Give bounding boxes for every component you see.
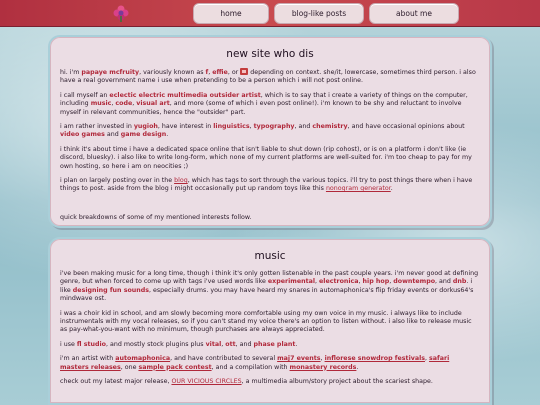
nav-blog-button[interactable]: blog-like posts [274,3,364,24]
intro-panel [48,35,492,228]
link-blog[interactable]: blog [174,177,188,185]
link-inflorese[interactable]: inflorese snowdrop festivals [324,355,425,363]
music-paragraph-5 [60,378,480,386]
text: , [320,355,325,363]
text: , [208,69,213,76]
text: , and [294,123,313,131]
tag-icon[interactable] [240,68,248,75]
link-ott[interactable]: ott [225,340,236,348]
text: hi. i'm [60,69,82,76]
link-phase-plant[interactable]: phase plant [253,340,296,348]
intro-paragraph-6: quick breakdowns of some of my mentioned interests follow. [60,213,252,221]
main-nav [193,3,459,24]
text: , and a compilation with [211,363,290,371]
link-safari-masters[interactable]: safari masters releases [60,355,450,371]
link-sample-pack[interactable]: sample pack contest [138,363,212,371]
link-video-games[interactable]: video games [60,131,105,139]
link-typography[interactable]: typography [253,123,295,131]
text: i plan on largely posting over in the [60,177,175,185]
music-title: music [254,250,286,262]
text: , which is to say that i create a variety of things on the computer, including [60,91,468,108]
link-monastery[interactable]: monastery records [289,363,357,371]
spacer [60,200,480,214]
text: . [356,363,359,371]
nav-about-button[interactable]: about me [369,3,459,24]
music-paragraph-4 [60,355,480,372]
intro-paragraph-1 [60,68,480,86]
intro-paragraph-4: i think it's about time i have a dedicated space online that isn't liable to shut down (rip cohost), or is on a platform i don't like (ie discord, bluesky). i also like to write long-form, which none of my current platforms are well-suited for. i'm too cheap to pay for my own hosting, so here i am on neocities ;) [60,145,472,170]
top-bar [0,0,540,27]
text: depending on context. she/it, lowercase, sometimes third person. i also have a real government name i use when pretending to be a person which i will not post online. [60,69,476,85]
text: , a multimedia album/story project about the scariest shape. [241,378,433,386]
text: , one [120,363,139,371]
text: , have interest in [157,123,214,131]
link-chemistry[interactable]: chemistry [312,123,348,131]
text: , variously known as [139,69,206,76]
link-downtempo[interactable]: downtempo [393,278,436,286]
text: i've been making music for a long time, though i think it's only gotten listenable in the past couple years. i'm never good at defining genre, but when forced to come up with tags i've used words like [60,270,479,286]
text: , and [435,278,453,286]
link-code[interactable]: code [115,100,133,108]
link-nonogram-generator[interactable]: nonogram generator [325,185,391,193]
text: and [104,131,121,139]
link-electronica[interactable]: electronica [319,278,359,286]
text: , or [227,69,241,76]
text: , and have contributed to several [170,355,278,363]
text: . [390,185,393,193]
text: . i like [60,278,473,294]
intro-paragraph-3 [60,123,480,140]
text: , and more (some of which i even post online!). i'm known to be shy and reluctant to involve myself in relevant communities, hence the "outsider" part. [60,100,462,116]
text: , [315,278,320,286]
link-dnb[interactable]: dnb [452,278,467,286]
link-fl-studio[interactable]: fl studio [76,340,106,348]
text: i'm an artist with [60,355,116,363]
link-f[interactable]: f [205,69,209,76]
flower-logo-icon[interactable] [112,4,130,22]
link-automaphonica[interactable]: automaphonica [115,355,171,363]
link-experimental[interactable]: experimental [267,278,316,286]
nav-home-button[interactable]: home [193,3,269,24]
link-maj7-events[interactable]: maj7 events [277,355,321,363]
text: , and have occasional opinions about [347,123,465,131]
text: , and mostly stock plugins plus [106,340,206,348]
music-panel [48,237,492,405]
text: check out my latest major release, [60,378,172,386]
text: , which has tags to sort through the various topics. i'll try to post things there when i have things to post. aside from the blog i might occasionally put up random toys like this [60,177,473,193]
text: . [166,131,169,139]
intro-paragraph-5 [60,177,480,194]
text: , [221,340,226,348]
link-game-design[interactable]: game design [120,131,167,139]
link-visual-art[interactable]: visual art [136,100,170,108]
text: , [111,100,116,108]
link-our-vicious-circles[interactable]: OUR VICIOUS CIRCLES [171,378,242,386]
text: . [295,340,298,348]
music-paragraph-1 [60,270,480,304]
link-papaye[interactable]: papaye mcfruity [81,69,140,76]
link-hip-hop[interactable]: hip hop [362,278,390,286]
text: i am rather invested in [60,123,134,131]
intro-title: new site who dis [226,48,314,60]
link-artist[interactable]: eclectic electric multimedia outsider artist [109,91,261,99]
text: , [249,123,254,131]
text: , [424,355,429,363]
music-paragraph-2: i was a choir kid in school, and am slowly becoming more comfortable using my own voice in my music. i always like to include instrumentals with my vocal releases, so if you can't stand my voice there's an option to listen without. i also like to release music as pay-what-you-want with no minimum, though purchases are always appreciated. [60,309,472,334]
intro-paragraph-2 [60,92,480,117]
link-music[interactable]: music [90,100,112,108]
text: , [389,278,394,286]
text: , [132,100,137,108]
link-designing-fun-sounds[interactable]: designing fun sounds [72,286,150,294]
text: , and [235,340,254,348]
link-effie[interactable]: effie [212,69,228,76]
link-linguistics[interactable]: linguistics [213,123,250,131]
link-vital[interactable]: vital [205,340,222,348]
link-yugioh[interactable]: yugioh [133,123,158,131]
text: , especially drums. you may have heard my snares in automaphonica's flip friday events or dorkus64's mindwave ost. [60,286,474,303]
music-paragraph-3 [60,341,480,349]
text: i use [60,340,77,348]
text: i call myself an [60,91,110,99]
text: , [358,278,363,286]
